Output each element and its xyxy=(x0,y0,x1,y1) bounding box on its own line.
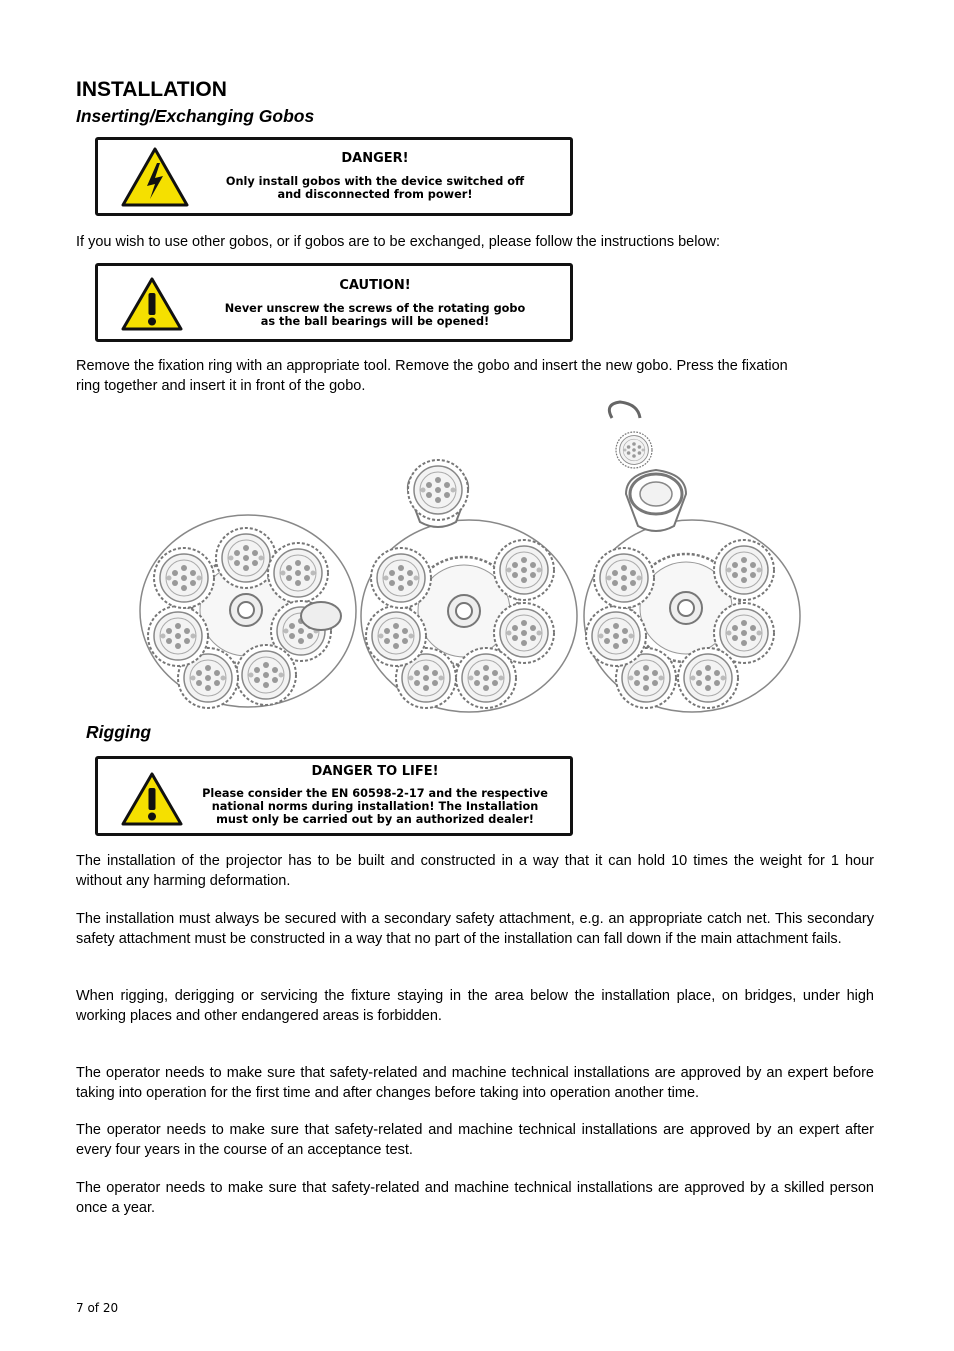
danger-warning-box xyxy=(95,137,573,216)
caution-warning-box xyxy=(95,263,573,342)
rigging-paragraph-2: The installation must always be secured with a secondary safety attachment, e.g. an appropriate catch net. This secondary safety attachment must be constructed in a way that no part of the installation can fall down if the main attachment fails. xyxy=(76,911,874,947)
gobo-wheel-illustration xyxy=(136,398,806,720)
gobo-heading: Inserting/Exchanging Gobos xyxy=(76,106,315,126)
rigging-paragraph-4: The operator needs to make sure that safety-related and machine technical installations are approved by an expert before taking into operation for the first time and after changes before taking into operation another time. xyxy=(76,1065,874,1101)
caution-text-line-2: as the ball bearings will be opened! xyxy=(260,315,490,328)
gobo-wheel-ring-removed xyxy=(584,402,800,712)
intro-text: If you wish to use other gobos, or if gobos are to be exchanged, please follow the instructions below: xyxy=(76,234,721,250)
caution-text-line-1: Never unscrew the screws of the rotating gobo xyxy=(224,302,526,315)
rigging-paragraph-3: When rigging, derigging or servicing the fixture staying in the area below the installation place, on bridges, under high working places and other endangered areas is forbidden. xyxy=(76,988,874,1024)
exclamation-warning-icon xyxy=(120,276,184,332)
high-voltage-warning-icon xyxy=(120,146,190,208)
danger-to-life-line-1: Please consider the EN 60598-2-17 and the respective xyxy=(202,787,548,800)
gobo-wheel-gobo-removed xyxy=(361,460,577,712)
section-title: INSTALLATION xyxy=(76,78,227,101)
rigging-paragraph-6: The operator needs to make sure that safety-related and machine technical installations are approved by a skilled person once a year. xyxy=(76,1180,874,1216)
rigging-paragraph-1: The installation of the projector has to be built and constructed in a way that it can hold 10 times the weight for 1 hour without any harming deformation. xyxy=(76,853,874,889)
rigging-paragraph-5: The operator needs to make sure that safety-related and machine technical installations are approved by an expert after every four years in the course of an acceptance test. xyxy=(76,1122,874,1158)
gobo-instructions-line-1: Remove the fixation ring with an appropriate tool. Remove the gobo and insert the new gobo. Press the fixation xyxy=(76,358,788,374)
gobo-wheel-full xyxy=(140,515,356,708)
caution-heading: CAUTION! xyxy=(339,278,411,293)
danger-to-life-warning-box xyxy=(95,756,573,836)
exclamation-warning-icon xyxy=(120,771,184,827)
danger-text-line-2: and disconnected from power! xyxy=(277,188,473,201)
rigging-heading: Rigging xyxy=(86,722,152,742)
danger-to-life-line-3: must only be carried out by an authorized dealer! xyxy=(216,813,534,826)
gobo-instructions-line-2: ring together and insert it in front of the gobo. xyxy=(76,378,366,394)
page-number: 7 of 20 xyxy=(76,1301,119,1315)
danger-to-life-heading: DANGER TO LIFE! xyxy=(311,764,439,779)
danger-to-life-line-2: national norms during installation! The Installation xyxy=(211,800,539,813)
danger-heading: DANGER! xyxy=(341,151,409,166)
danger-text-line-1: Only install gobos with the device switched off xyxy=(225,175,525,188)
